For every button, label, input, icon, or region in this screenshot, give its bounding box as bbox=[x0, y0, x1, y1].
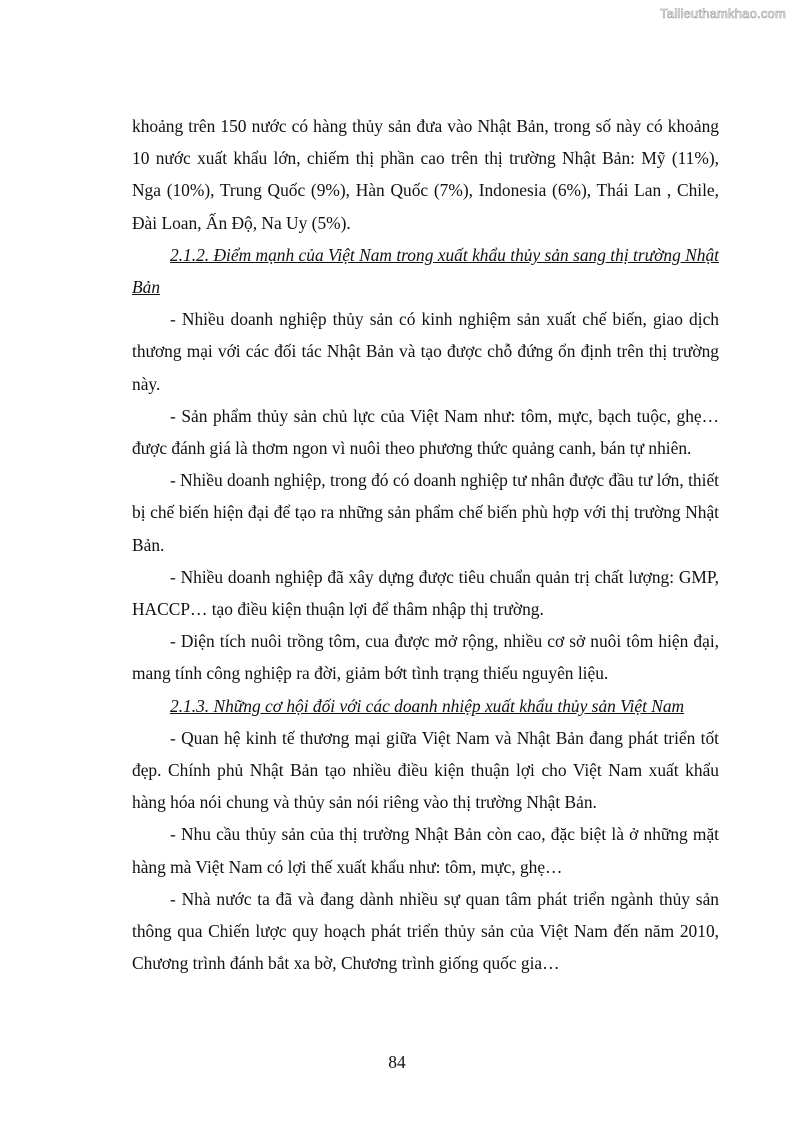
document-body bbox=[132, 110, 719, 979]
paragraph-market-share: khoảng trên 150 nước có hàng thủy sản đưa vào Nhật Bản, trong số này có khoảng 10 nước xuất khẩu lớn, chiếm thị phần cao trên thị trường Nhật Bản: Mỹ (11%), Nga (10%), Trung Quốc (9%), Hàn Quốc (7%), Indonesia (6%), Thái Lan , Chile, Đài Loan, Ấn Độ, Na Uy (5%). bbox=[132, 116, 719, 233]
section-heading-strengths: 2.1.2. Điểm mạnh của Việt Nam trong xuất khẩu thủy sản sang thị trường Nhật Bản bbox=[132, 244, 719, 298]
paragraph-investment: - Nhiều doanh nghiệp, trong đó có doanh nghiệp tư nhân được đầu tư lớn, thiết bị chế biến hiện đại để tạo ra những sản phẩm chế biến phù hợp với thị trường Nhật Bản. bbox=[132, 470, 719, 555]
paragraph-aquaculture-area: - Diện tích nuôi trồng tôm, cua được mở rộng, nhiều cơ sở nuôi tôm hiện đại, mang tính công nghiệp ra đời, giảm bớt tình trạng thiếu nguyên liệu. bbox=[132, 631, 719, 684]
paragraph-quality-standards: - Nhiều doanh nghiệp đã xây dựng được tiêu chuẩn quản trị chất lượng: GMP, HACCP… tạo điều kiện thuận lợi để thâm nhập thị trường. bbox=[132, 566, 719, 620]
section-heading-opportunities: 2.1.3. Những cơ hội đối với các doanh nhiệp xuất khẩu thủy sản Việt Nam bbox=[170, 695, 685, 716]
page-number: 84 bbox=[388, 1052, 406, 1072]
paragraph-experience: - Nhiều doanh nghiệp thủy sản có kinh nghiệm sản xuất chế biến, giao dịch thương mại với các đối tác Nhật Bản và tạo được chỗ đứng ổn định trên thị trường này. bbox=[132, 309, 719, 394]
paragraph-state-support: - Nhà nước ta đã và đang dành nhiều sự quan tâm phát triển ngành thủy sản thông qua Chiến lược quy hoạch phát triển thủy sản của Việt Nam đến năm 2010, Chương trình đánh bắt xa bờ, Chương trình giống quốc gia… bbox=[132, 888, 719, 974]
paragraph-demand: - Nhu cầu thủy sản của thị trường Nhật Bản còn cao, đặc biệt là ở những mặt hàng mà Việt Nam có lợi thế xuất khẩu như: tôm, mực, ghẹ… bbox=[132, 824, 719, 877]
paragraph-products: - Sản phẩm thủy sản chủ lực của Việt Nam như: tôm, mực, bạch tuộc, ghẹ… được đánh giá là thơm ngon vì nuôi theo phương thức quảng canh, bán tự nhiên. bbox=[132, 405, 719, 459]
watermark-text: Tailieuthamkhao.com bbox=[660, 6, 786, 21]
paragraph-trade-relations: - Quan hệ kinh tế thương mại giữa Việt Nam và Nhật Bản đang phát triển tốt đẹp. Chính phủ Nhật Bản tạo nhiều điều kiện thuận lợi cho Việt Nam xuất khẩu hàng hóa nói chung và thủy sản nói riêng vào thị trường Nhật Bản. bbox=[132, 727, 719, 813]
